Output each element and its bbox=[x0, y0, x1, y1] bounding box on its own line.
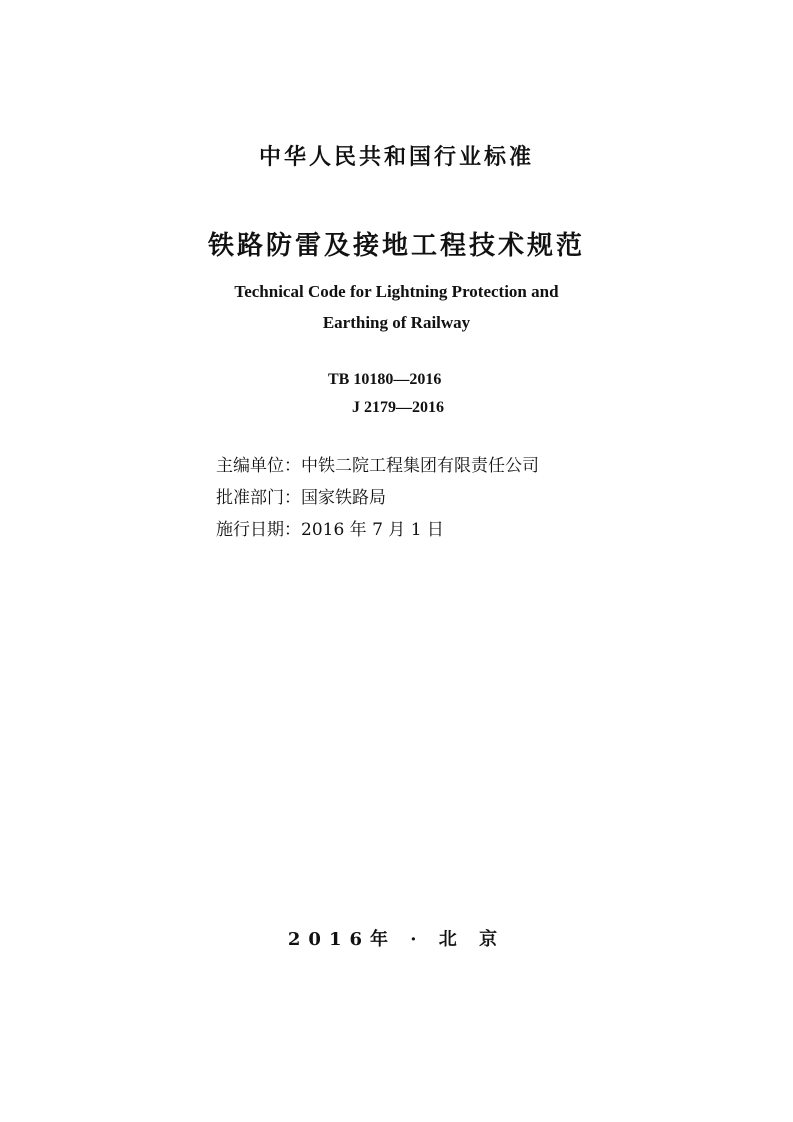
english-title-line-1: Technical Code for Lightning Protection and bbox=[234, 282, 559, 301]
publication-metadata bbox=[216, 450, 539, 546]
english-title-line-2: Earthing of Railway bbox=[322, 313, 471, 332]
publication-year-place: 2016年 · 北 京 bbox=[287, 929, 506, 950]
english-title bbox=[0, 276, 793, 338]
standard-category-heading: 中华人民共和国行业标准 bbox=[258, 145, 534, 170]
chinese-title: 铁路防雷及接地工程技术规范 bbox=[207, 231, 585, 261]
tb-code: TB 10180—2016 bbox=[328, 371, 442, 388]
editor-unit: 主编单位：中铁二院工程集团有限责任公司 bbox=[216, 456, 539, 476]
j-code: J 2179—2016 bbox=[352, 399, 444, 416]
effective-date: 施行日期：2016 年 7 月 1 日 bbox=[216, 520, 444, 540]
approving-department: 批准部门：国家铁路局 bbox=[216, 488, 386, 508]
